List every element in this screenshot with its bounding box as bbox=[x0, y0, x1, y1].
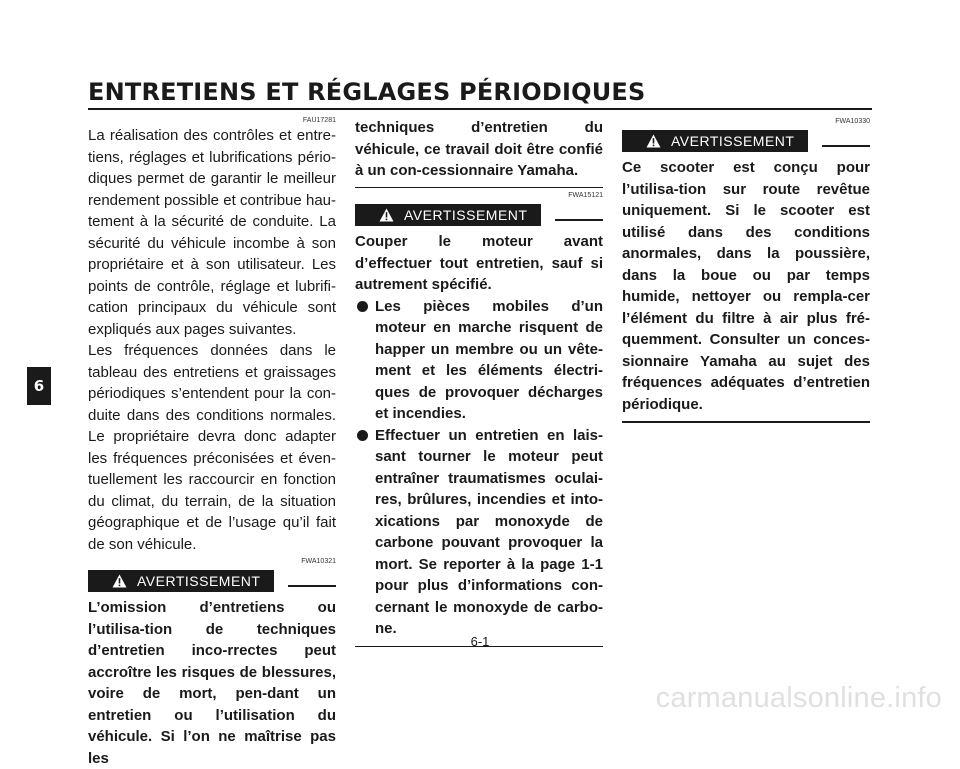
reference-code: FAU17281 bbox=[302, 117, 336, 124]
warning-label-box bbox=[622, 130, 808, 152]
bullet-text: Les pièces mobiles d’un moteur en marche risquent de happer un membre ou un vête-ment et les éléments électri-ques de provoquer décharges et incendies. bbox=[375, 297, 603, 422]
page-title: ENTRETIENS ET RÉGLAGES PÉRIODIQUES bbox=[88, 78, 646, 106]
warning-label-text: AVERTISSEMENT bbox=[137, 573, 261, 589]
warning-text: L’omission d’entretiens ou l’utilisa-tion de techniques d’entretien inco-rrectes peut accroître les risques de blessures, voire de mort, pen-dant un entretien ou l’utilisation du véhicule. Si l’on ne maîtrise pas les bbox=[88, 599, 336, 767]
warning-code: FWA10330 bbox=[835, 118, 870, 125]
bullet-icon bbox=[357, 430, 368, 441]
warning-code: FWA15121 bbox=[568, 192, 603, 199]
page-number: 6-1 bbox=[470, 634, 490, 649]
chapter-tab: 6 bbox=[27, 367, 51, 405]
frequencies-paragraph: Les fréquences données dans le tableau des entretiens et graissages périodiques s’entendent pour la con-duite dans des conditions normales. Le propriétaire devra donc adapter les fréquences préconisées et éven-tuellement les raccourcir en fonction du climat, du terrain, de la situation géographique et de l’usage qu’il fait de son véhicule. bbox=[88, 342, 336, 553]
continued-warning-text: techniques d’entretien du véhicule, ce travail doit être confié à un con-cessionnaire Yamaha. bbox=[355, 119, 603, 179]
watermark: carmanualsonline.info bbox=[655, 682, 942, 714]
bullet-icon bbox=[357, 301, 368, 312]
warning-header bbox=[88, 569, 336, 593]
column-1 bbox=[88, 116, 336, 769]
warning-rule bbox=[555, 219, 603, 221]
warning-triangle-icon bbox=[646, 134, 661, 148]
warning-label-text: AVERTISSEMENT bbox=[404, 207, 528, 223]
warning-end-rule bbox=[622, 421, 870, 423]
warning-triangle-icon bbox=[379, 208, 394, 222]
list-item bbox=[355, 296, 603, 425]
column-3 bbox=[622, 117, 870, 423]
warning-text: Ce scooter est conçu pour l’utilisa-tion sur route revêtue uniquement. Si le scooter est utilisé dans des conditions anormales, dans la poussière, dans la boue ou par temps humide, nettoyer ou rempla-cer l’élément du filtre à air plus fré-quemment. Consulter un conces-sionnaire Yamaha au sujet des fréquences adéquates d’entretien périodique. bbox=[622, 159, 870, 413]
intro-paragraph: La réalisation des contrôles et entre-tiens, réglages et lubrifications pério-diques permet de garantir le meilleur rendement possible et contribue hau-tement à la sécurité de conduite. La sécurité du véhicule incombe à son propriétaire et à son utilisateur. Les points de contrôle, réglage et lubrifi-cation principaux du véhicule sont expliqués aux pages suivantes. bbox=[88, 127, 336, 338]
warning-label-box bbox=[88, 570, 274, 592]
warning-rule bbox=[288, 585, 336, 587]
warning-code: FWA10321 bbox=[301, 558, 336, 565]
warning-label-text: AVERTISSEMENT bbox=[671, 133, 795, 149]
list-item bbox=[355, 425, 603, 640]
warning-header bbox=[622, 129, 870, 153]
warning-end-rule bbox=[355, 187, 603, 189]
warning-intro: Couper le moteur avant d’effectuer tout entretien, sauf si autrement spécifié. bbox=[355, 233, 603, 293]
warning-rule bbox=[822, 145, 870, 147]
column-2 bbox=[355, 117, 603, 647]
warning-triangle-icon bbox=[112, 574, 127, 588]
warning-label-box bbox=[355, 204, 541, 226]
title-rule bbox=[88, 108, 872, 110]
warning-header bbox=[355, 203, 603, 227]
bullet-text: Effectuer un entretien en lais-sant tourner le moteur peut entraîner traumatismes oculai-res, brûlures, incendies et into-xications par monoxyde de carbone pouvant provoquer la mort. Se reporter à la page 1-1 pour plus d’informations con-cernant le monoxyde de carbo-ne. bbox=[375, 426, 603, 637]
warning-bullet-list bbox=[355, 296, 603, 640]
